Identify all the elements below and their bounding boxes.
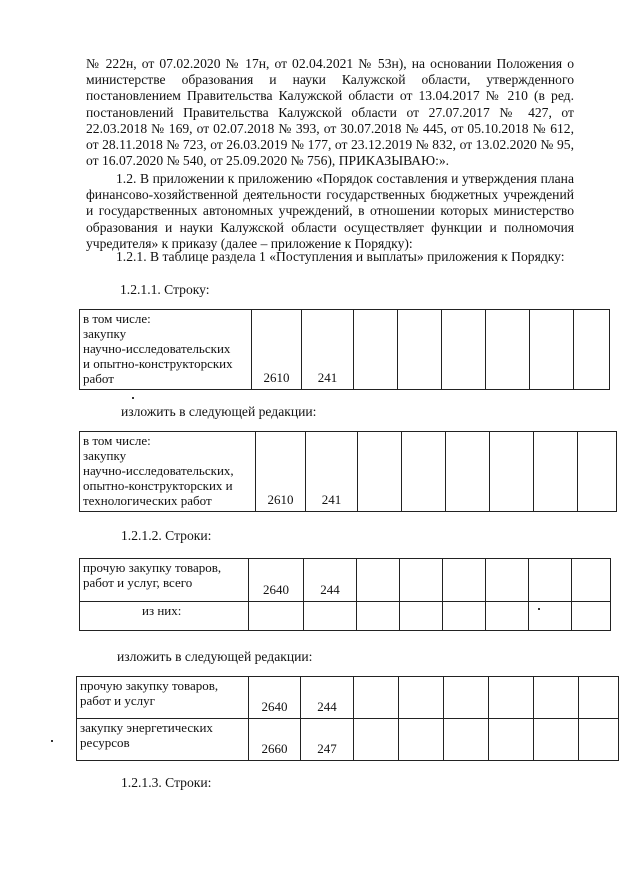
empty-cell [249,602,304,631]
row-label-cell [77,677,249,719]
empty-cell [578,432,617,512]
row-kbk: 247 [301,719,354,761]
empty-cell [529,602,572,631]
paragraph-1-2-1: 1.2.1. В таблице раздела 1 «Поступления и выплаты» приложения к Порядку: [116,249,565,264]
table-row [77,677,619,719]
row-label: из них: [142,603,182,618]
row-code: 2660 [249,719,301,761]
paragraph-intro: № 222н, от 07.02.2020 № 17н, от 02.04.2021 № 53н), на основании Положения о министерстве образования и науки Калужской области, утвержденного постановлением Правительства Калужской области от 13.04.2017 № 210 (в ред. постановлений Правительства Калужской области от 27.07.2017 № 427, от 22.03.2018 № 169, от 02.07.2018 № 393, от 30.07.2018 № 445, от 05.10.2018 № 612, от 28.11.2018 № 723, от 26.03.2019 № 177, от 23.12.2019 № 832, от 13.02.2020 № 95, от 16.07.2020 № 540, от 25.09.2020 № 756), ПРИКАЗЫВАЮ:». [86,56,574,169]
table-2-new [76,676,619,761]
scan-mark [538,608,540,610]
empty-cell [529,559,572,602]
empty-cell [398,310,442,390]
empty-cell [357,559,400,602]
empty-cell [357,602,400,631]
table-2-old [79,558,611,631]
edit-instruction-1: изложить в следующей редакции: [121,404,317,419]
empty-cell [444,719,489,761]
row-label-cell [80,602,249,631]
empty-cell [443,602,486,631]
empty-cell [444,677,489,719]
row-label: в том числе: закупку научно-исследовательских и опытно-конструкторских работ [83,311,233,386]
row-label: прочую закупку товаров, работ и услуг [80,678,219,708]
row-label-cell [80,432,256,512]
row-label-cell [80,310,252,390]
empty-cell [579,719,619,761]
heading-1-2-1-1: 1.2.1.1. Строку: [120,282,210,297]
table-1-old [79,309,610,390]
empty-cell [400,559,443,602]
empty-cell [442,310,486,390]
empty-cell [534,719,579,761]
empty-cell [443,559,486,602]
empty-cell [534,677,579,719]
row-label: закупку энергетических ресурсов [80,720,213,750]
row-code: 2610 [252,310,302,390]
empty-cell [489,677,534,719]
empty-cell [486,310,530,390]
row-label-cell [77,719,249,761]
empty-cell [534,432,578,512]
empty-cell [358,432,402,512]
empty-cell [572,559,611,602]
empty-cell [399,719,444,761]
empty-cell [354,677,399,719]
empty-cell [400,602,443,631]
empty-cell [446,432,490,512]
edit-instruction-2: изложить в следующей редакции: [117,649,313,664]
table-row [77,719,619,761]
empty-cell [402,432,446,512]
empty-cell [489,719,534,761]
row-kbk: 244 [304,559,357,602]
scan-mark [51,740,53,742]
row-label: в том числе: закупку научно-исследовательских, опытно-конструкторских и технологических работ [83,433,234,508]
row-code: 2640 [249,677,301,719]
empty-cell [530,310,574,390]
row-kbk: 241 [306,432,358,512]
table-row [80,310,610,390]
empty-cell [354,719,399,761]
table-row [80,559,611,602]
row-kbk: 244 [301,677,354,719]
empty-cell [354,310,398,390]
row-label: прочую закупку товаров, работ и услуг, всего [83,560,222,590]
empty-cell [574,310,610,390]
empty-cell [486,559,529,602]
table-row [80,602,611,631]
heading-1-2-1-2: 1.2.1.2. Строки: [121,528,212,543]
table-1-new [79,431,617,512]
empty-cell [490,432,534,512]
row-code: 2640 [249,559,304,602]
empty-cell [304,602,357,631]
empty-cell [399,677,444,719]
heading-1-2-1-3: 1.2.1.3. Строки: [121,775,212,790]
empty-cell [579,677,619,719]
paragraph-1-2: 1.2. В приложении к приложению «Порядок составления и утверждения плана финансово-хозяйственной деятельности государственных бюджетных учреждений и государственных автономных учреждений, в отношении которых министерство образования и науки Калужской области осуществляет функции и полномочия учредителя» к приказу (далее – приложение к Порядку): [86,171,574,251]
row-label-cell [80,559,249,602]
scan-mark [132,397,134,399]
empty-cell [572,602,611,631]
empty-cell [486,602,529,631]
table-row [80,432,617,512]
row-kbk: 241 [302,310,354,390]
row-code: 2610 [256,432,306,512]
